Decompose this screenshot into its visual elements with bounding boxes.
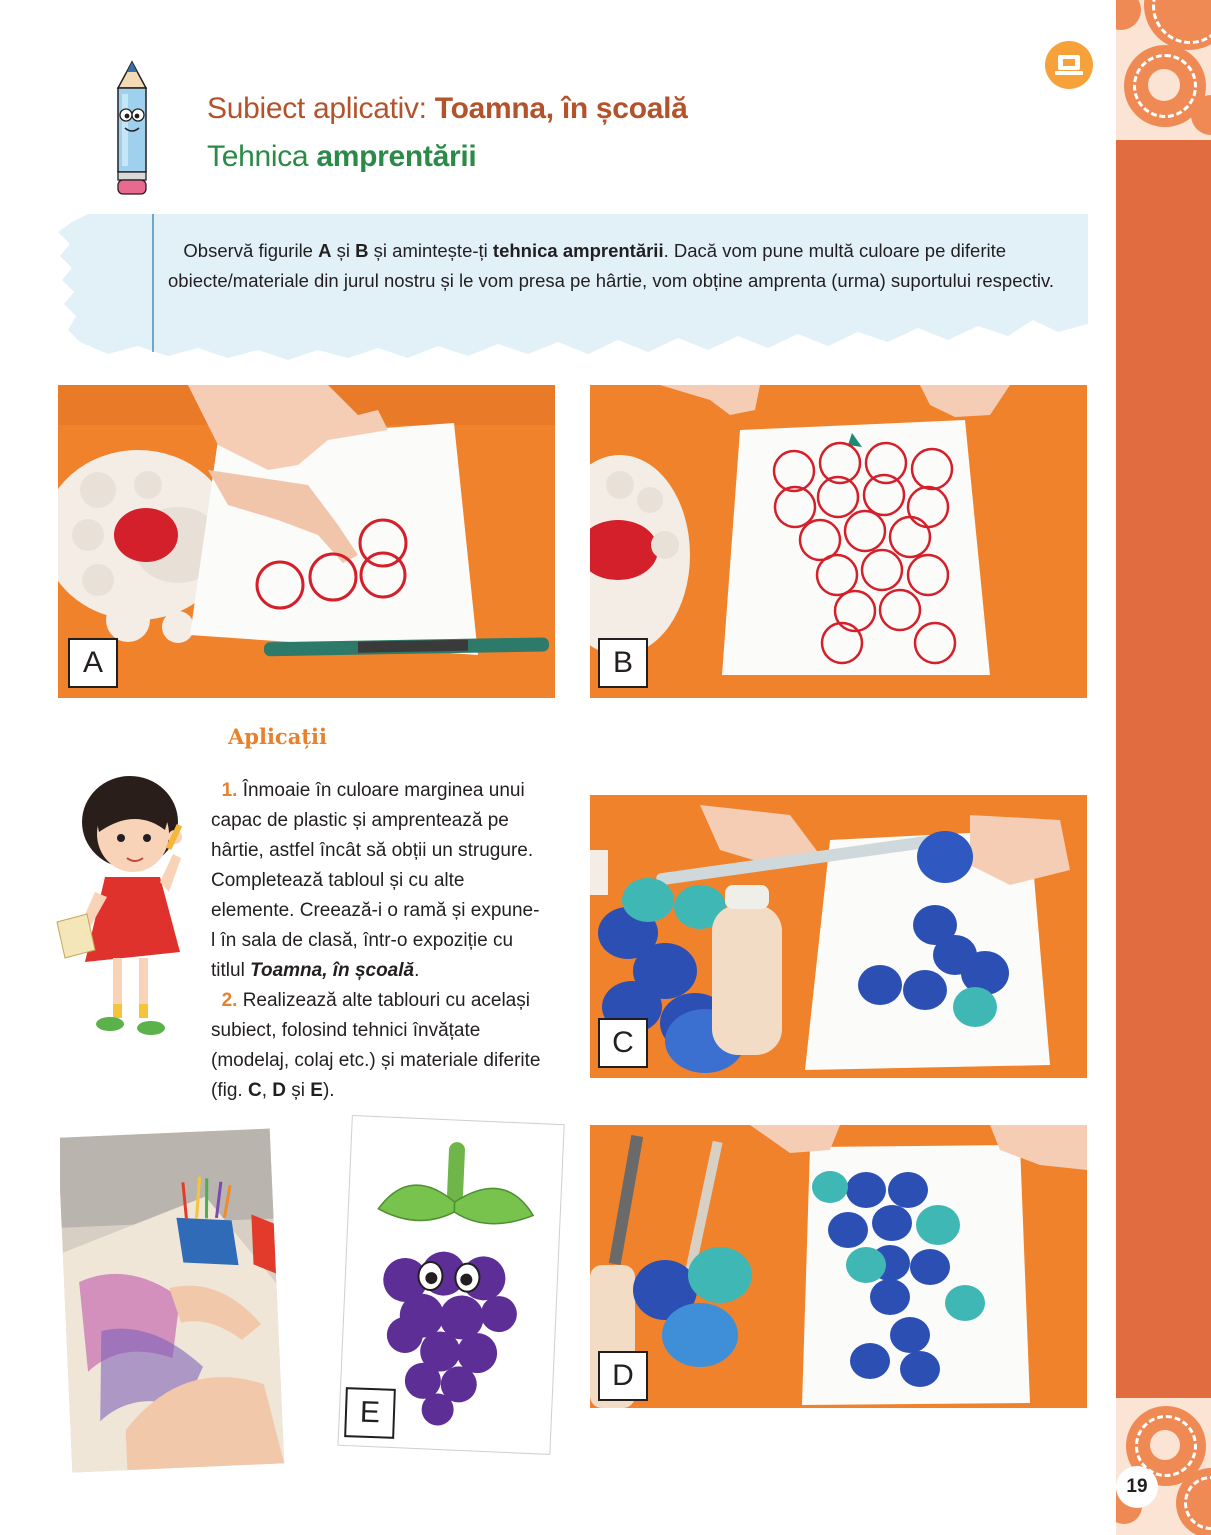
side-strip (1116, 0, 1211, 1535)
figure-d-photo (590, 1125, 1087, 1408)
pencil-mascot-icon (112, 60, 152, 198)
figure-label-d: D (598, 1351, 648, 1401)
figure-label-e: E (344, 1387, 396, 1439)
applications-text: 1. Înmoaie în culoare marginea unui capac de plastic și amprentează pe hârtie, astfel încât să obții un strugure. Completează tabloul și cu alte elemente. Creează-i o ramă și expune-l în sala de clasă, într-o expoziție cu titlul Toamna, în școală. 2. Realizează alte tablouri cu același subiect, folosind tehnici învățate (modelaj, colaj etc.) și materiale diferite (fig. C, D și E). (211, 780, 541, 1101)
figure-e-photo (335, 1112, 570, 1462)
page-number: 19 (1116, 1466, 1158, 1508)
computer-badge-icon (1045, 41, 1093, 89)
figure-a-photo (58, 385, 555, 698)
intro-text: Observă figurile A și B și amintește-ți tehnica amprentării. Dacă vom pune multă culoare pe diferite obiecte/materiale din jurul nostru și le vom presa pe hârtie, vom obține amprenta (urma) suportului respectiv. (168, 240, 1055, 291)
side-decoration-top (1116, 0, 1211, 140)
intro-box (58, 212, 1088, 362)
figure-label-a: A (68, 638, 118, 688)
figure-b-photo (590, 385, 1087, 698)
girl-illustration (55, 772, 195, 1052)
children-painting-photo (60, 1128, 285, 1473)
applications-heading: Aplicații (228, 724, 327, 749)
figure-label-c: C (598, 1018, 648, 1068)
page-subtitle: Tehnica amprentării (207, 140, 477, 173)
page-title: Subiect aplicativ: Toamna, în școală (207, 92, 688, 125)
figure-c-photo (590, 795, 1087, 1078)
figure-label-b: B (598, 638, 648, 688)
